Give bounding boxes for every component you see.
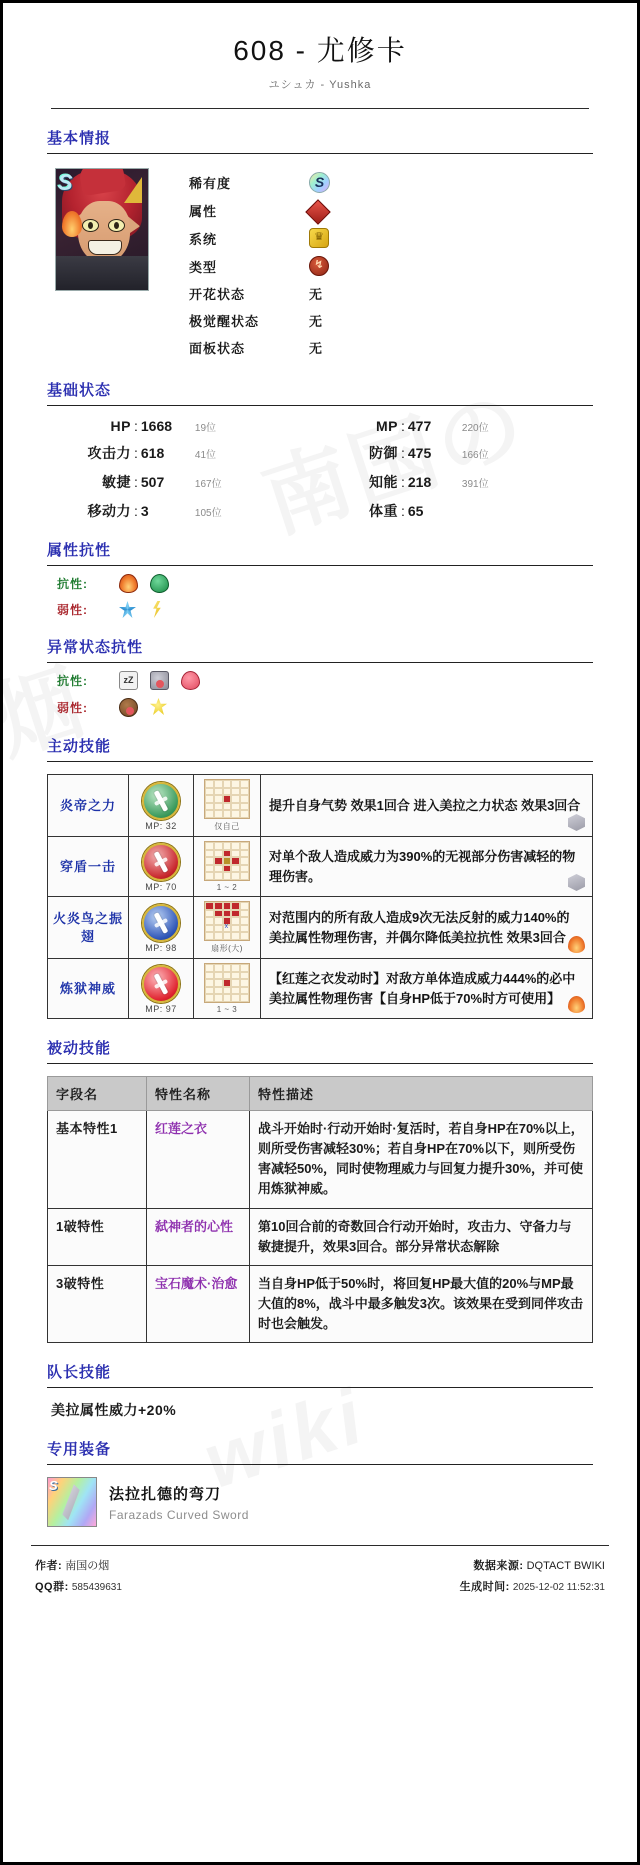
skill-mp-cost: MP: 97 <box>145 1004 177 1014</box>
stat-value: 507 <box>140 474 165 490</box>
attr-label: 属性 <box>189 204 218 219</box>
stat-value: 65 <box>407 503 424 519</box>
skill-range-cell <box>194 775 261 837</box>
hex-badge-icon <box>568 814 585 831</box>
skill-name: 炎帝之力 <box>48 775 129 837</box>
section-passive-skills <box>47 1037 593 1343</box>
stat-attack <box>47 443 320 463</box>
lightning-icon <box>148 601 165 618</box>
footer-qq-row <box>35 1577 122 1598</box>
table-row <box>48 1265 593 1342</box>
footer-qq-label: QQ群: <box>35 1581 69 1594</box>
stat-rank: 167位 <box>194 479 222 490</box>
skill-mp-cost: MP: 98 <box>145 943 177 953</box>
footer-time-label: 生成时间: <box>459 1581 510 1594</box>
passive-skills-table <box>47 1076 593 1343</box>
stat-colon: : <box>401 474 405 490</box>
footer-author-value: 南国の烟 <box>65 1560 110 1573</box>
base-stats-grid <box>47 418 593 521</box>
fire-element-icon <box>305 199 330 224</box>
equipment-text-block <box>109 1483 249 1522</box>
element-weak-row <box>47 601 593 618</box>
table-row[interactable] <box>48 775 593 837</box>
table-row[interactable] <box>48 897 593 959</box>
stat-rank: 166位 <box>461 450 489 461</box>
passive-skill-description: 第10回合前的奇数回合行动开始时，攻击力、守备力与敏捷提升，效果3回合。部分异常状态解除 <box>250 1208 593 1265</box>
column-header-field: 字段名 <box>48 1077 147 1111</box>
stat-name: 知能 <box>369 474 398 490</box>
table-row <box>189 307 399 334</box>
equipment-item[interactable] <box>47 1477 593 1527</box>
section-heading-leader-skill: 队长技能 <box>47 1364 112 1382</box>
skill-range-cell <box>194 959 261 1019</box>
resist-label: 抗性: <box>57 674 88 688</box>
footer-right <box>460 1556 605 1598</box>
skill-icon-cell <box>129 837 194 897</box>
sleep-icon: zZ <box>119 671 138 690</box>
attr-value <box>309 252 399 280</box>
section-basic-info <box>47 127 593 361</box>
footer-source-value: DQTACT BWIKI <box>526 1560 605 1573</box>
status-weak-row <box>47 698 593 717</box>
footer-source-row <box>460 1556 605 1577</box>
stat-hp <box>47 418 320 434</box>
skill-mp-cost: MP: 70 <box>145 882 177 892</box>
table-row[interactable] <box>48 837 593 897</box>
table-row <box>189 280 399 307</box>
passive-skill-name: 弑神者的心性 <box>147 1208 250 1265</box>
basic-info-table <box>189 168 399 361</box>
rank-s-icon: S <box>309 172 330 193</box>
section-divider <box>47 153 593 154</box>
stat-value: 475 <box>407 445 432 461</box>
section-exclusive-equipment <box>47 1438 593 1527</box>
table-row <box>189 168 399 197</box>
status-resist-row <box>47 671 593 690</box>
section-heading-active-skills: 主动技能 <box>47 738 112 755</box>
table-row <box>189 224 399 252</box>
resist-icon-list <box>111 574 169 593</box>
header-divider <box>51 108 589 109</box>
footer-source-label: 数据来源: <box>473 1560 524 1573</box>
stat-name: HP <box>110 418 131 434</box>
ice-icon <box>119 601 136 618</box>
stat-colon: : <box>134 474 138 490</box>
passive-skill-name: 红莲之衣 <box>147 1111 250 1209</box>
skill-description-text: 【红莲之衣发动时】对敌方单体造成威力444%的必中美拉属性物理伤害【自身HP低于70%时方可使用】 <box>269 971 576 1006</box>
section-divider <box>47 1464 593 1465</box>
stat-colon: : <box>134 503 138 519</box>
stat-value: 218 <box>407 474 432 490</box>
stat-value: 1668 <box>140 418 173 434</box>
skill-description-text: 对范围内的所有敌人造成9次无法反射的威力140%的美拉属性物理伤害，并偶尔降低美拉抗性 效果3回合 <box>269 910 570 945</box>
skill-icon-cell <box>129 897 194 959</box>
page-title: 608 - 尤修卡 <box>233 35 407 66</box>
stat-colon: : <box>134 418 138 434</box>
stat-colon: : <box>401 445 405 461</box>
passive-skill-description: 当自身HP低于50%时，将回复HP最大值的20%与MP最大值的8%，战斗中最多触发3次。该效果在受到同伴攻击时也会触发。 <box>250 1265 593 1342</box>
stat-value: 3 <box>140 503 149 519</box>
resist-label: 抗性: <box>57 577 88 591</box>
equipment-rank-label: S <box>49 1478 58 1494</box>
section-element-resist <box>47 539 593 618</box>
stat-defense <box>320 443 593 463</box>
attr-label: 系统 <box>189 231 218 247</box>
skill-orb-icon <box>142 843 180 881</box>
stat-colon: : <box>401 418 405 434</box>
hex-badge-icon <box>568 874 585 891</box>
equipment-name-en: Farazads Curved Sword <box>109 1507 249 1522</box>
weak-icon-list <box>111 601 165 618</box>
section-divider <box>47 565 593 566</box>
section-divider <box>47 662 593 663</box>
passive-skill-name: 宝石魔术·治愈 <box>147 1265 250 1342</box>
column-header-name: 特性名称 <box>147 1077 250 1111</box>
footer-time-row <box>460 1577 605 1598</box>
footer-left <box>35 1556 122 1598</box>
section-heading-element-resist: 属性抗性 <box>47 542 112 559</box>
active-skills-table <box>47 774 593 1019</box>
weak-label: 弱性: <box>57 701 88 715</box>
attr-value: 无 <box>309 341 323 356</box>
attr-value <box>309 197 399 224</box>
section-divider <box>47 405 593 406</box>
element-resist-row <box>47 574 593 593</box>
portrait-body <box>56 256 148 290</box>
fire-icon <box>119 574 138 593</box>
skill-description-text: 提升自身气势 效果1回合 进入美拉之力状态 效果3回合 <box>269 797 581 813</box>
stat-rank: 220位 <box>461 423 489 434</box>
footer-author-row <box>35 1556 122 1577</box>
leader-skill-text: 美拉属性威力+20% <box>51 1402 177 1419</box>
attack-type-icon: ↯ <box>309 256 329 276</box>
curved-sword-icon <box>59 1484 83 1520</box>
resist-icon-list <box>111 671 200 690</box>
section-heading-basic-info: 基本情报 <box>47 130 112 147</box>
skill-mp-cost: MP: 32 <box>145 821 177 831</box>
section-active-skills <box>47 735 593 1019</box>
poison-icon <box>119 698 138 717</box>
passive-field-name: 1破特性 <box>48 1208 147 1265</box>
equipment-icon <box>47 1477 97 1527</box>
passive-skill-description: 战斗开始时·行动开始时·复活时，若自身HP在70%以上，则所受伤害减轻30%；若自身HP在70%以下，则所受伤害减轻50%，同时使物理威力与回复力提升30%，并可使用炼狱神威。 <box>250 1111 593 1209</box>
weak-icon-list <box>111 698 167 717</box>
portrait-mouth <box>88 240 122 255</box>
stat-weight <box>320 501 593 521</box>
character-portrait <box>55 168 149 291</box>
section-heading-exclusive-equipment: 专用装备 <box>47 1441 112 1459</box>
skill-orb-icon <box>142 782 180 820</box>
column-header-description: 特性描述 <box>250 1077 593 1111</box>
fire-badge-icon <box>568 996 585 1013</box>
table-row <box>189 252 399 280</box>
skill-range-cell <box>194 837 261 897</box>
skill-name: 炼狱神威 <box>48 959 129 1019</box>
section-divider <box>47 1387 593 1388</box>
skill-range-cell <box>194 897 261 959</box>
page-subtitle: ユシュカ - Yushka <box>268 79 372 91</box>
section-heading-status-resist: 异常状态抗性 <box>47 639 144 656</box>
stat-value: 618 <box>140 445 165 461</box>
attr-label: 极觉醒状态 <box>189 314 260 329</box>
skill-orb-icon <box>142 904 180 942</box>
attr-value: 无 <box>309 314 323 329</box>
stat-name: 敏捷 <box>102 474 131 490</box>
stat-name: 体重 <box>369 503 398 519</box>
section-divider <box>47 761 593 762</box>
attr-label: 稀有度 <box>189 176 232 191</box>
skill-description <box>261 775 593 837</box>
footer-time-value: 2025-12-02 11:52:31 <box>512 1582 605 1594</box>
table-row <box>189 197 399 224</box>
stat-intelligence <box>320 472 593 492</box>
skill-range-grid <box>204 901 250 941</box>
stat-rank: 19位 <box>194 423 217 434</box>
skill-icon-cell <box>129 775 194 837</box>
skill-range-label: 1 ~ 3 <box>216 1005 238 1014</box>
table-row[interactable] <box>48 959 593 1019</box>
footer <box>3 1546 637 1598</box>
stat-name: 移动力 <box>87 503 131 519</box>
skill-range-label: 扇形(大) <box>211 944 243 953</box>
stat-movement <box>47 501 320 521</box>
seal-icon <box>150 671 169 690</box>
stat-rank: 41位 <box>194 450 217 461</box>
stat-name: 攻击力 <box>87 445 131 461</box>
skill-range-grid <box>204 841 250 881</box>
table-row <box>48 1208 593 1265</box>
stat-colon: : <box>401 503 405 519</box>
weak-label: 弱性: <box>57 603 88 617</box>
section-status-resist <box>47 636 593 717</box>
skill-description <box>261 897 593 959</box>
stat-value: 477 <box>407 418 432 434</box>
passive-field-name: 3破特性 <box>48 1265 147 1342</box>
stat-rank: 391位 <box>461 479 489 490</box>
skill-range-label: 仅自己 <box>214 822 240 831</box>
portrait-rank-label: S <box>58 170 73 195</box>
equipment-name: 法拉扎德的弯刀 <box>109 1485 222 1503</box>
skill-description <box>261 837 593 897</box>
footer-author-label: 作者: <box>35 1560 63 1573</box>
stat-mp <box>320 418 593 434</box>
footer-qq-value: 585439631 <box>71 1582 122 1594</box>
attr-value <box>309 168 399 197</box>
stat-agility <box>47 472 320 492</box>
portrait-eye-left <box>82 219 99 232</box>
charm-icon <box>181 671 200 690</box>
skill-name: 穿盾一击 <box>48 837 129 897</box>
table-header-row <box>48 1077 593 1111</box>
passive-field-name: 基本特性1 <box>48 1111 147 1209</box>
attr-label: 类型 <box>189 259 218 275</box>
stat-name: 防御 <box>369 445 398 461</box>
portrait-flame-icon <box>62 211 82 237</box>
stat-rank: 105位 <box>194 508 222 519</box>
wind-icon <box>150 574 169 593</box>
stat-colon: : <box>134 445 138 461</box>
attr-label: 面板状态 <box>189 341 246 356</box>
section-divider <box>47 1063 593 1064</box>
crown-system-icon: ♛ <box>309 228 329 248</box>
skill-description-text: 对单个敌人造成威力为390%的无视部分伤害减轻的物理伤害。 <box>269 849 576 884</box>
skill-description <box>261 959 593 1019</box>
skill-orb-icon <box>142 965 180 1003</box>
dazzle-icon <box>150 698 167 715</box>
skill-range-grid <box>204 779 250 819</box>
section-heading-base-stats: 基础状态 <box>47 382 112 399</box>
fire-badge-icon <box>568 936 585 953</box>
section-heading-passive-skills: 被动技能 <box>47 1040 112 1057</box>
skill-name: 火炎鸟之振翅 <box>48 897 129 959</box>
skill-range-grid <box>204 963 250 1003</box>
portrait-eye-right <box>108 219 125 232</box>
attr-value <box>309 224 399 252</box>
attr-value: 无 <box>309 287 323 302</box>
stat-name: MP <box>376 418 398 434</box>
table-row <box>48 1111 593 1209</box>
section-base-stats <box>47 379 593 521</box>
skill-icon-cell <box>129 959 194 1019</box>
attr-label: 开花状态 <box>189 287 246 302</box>
skill-range-label: 1 ~ 2 <box>216 883 238 892</box>
table-row <box>189 334 399 361</box>
section-leader-skill <box>47 1361 593 1420</box>
